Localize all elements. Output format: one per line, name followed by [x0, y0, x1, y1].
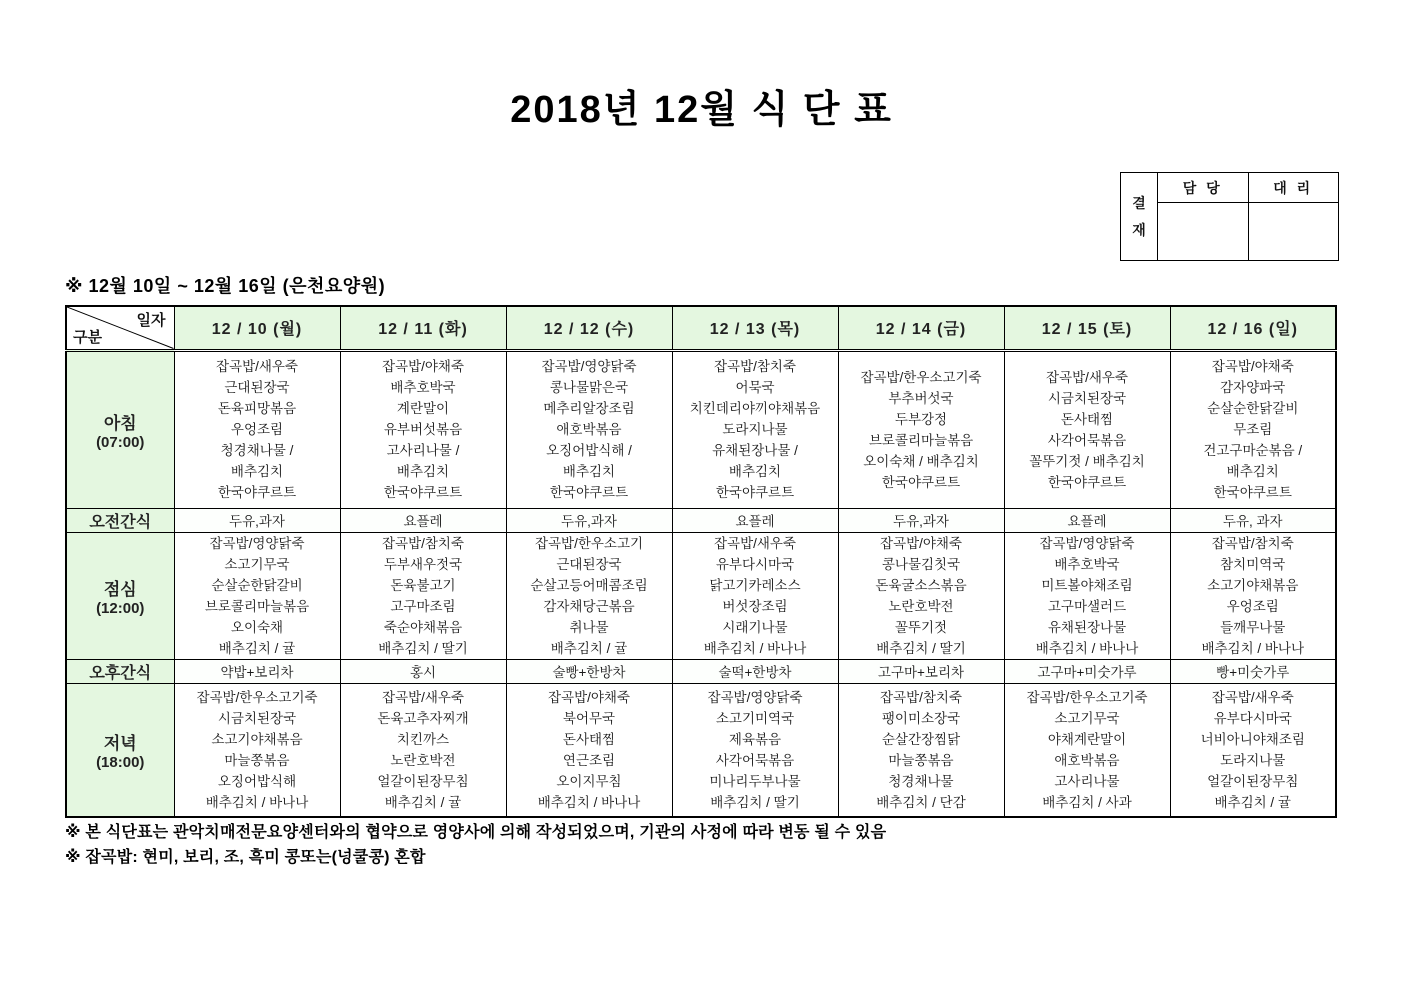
menu-item: 들깨무나물: [1220, 619, 1286, 635]
menu-item: 유부버섯볶음: [383, 422, 463, 437]
menu-item: 꼴뚜기젓 / 배추김치: [1029, 453, 1145, 469]
menu-item: 배추김치 / 귤: [1214, 794, 1291, 810]
menu-item: 애호박볶음: [1054, 752, 1120, 768]
menu-cell-dinner-day1: [174, 683, 340, 817]
row-label-text: 오후간식: [89, 664, 152, 682]
snack-cell-am-snack-day3: 두유,과자: [506, 508, 672, 532]
snack-cell-am-snack-day5: 두유,과자: [838, 508, 1004, 532]
menu-item: 돈육굴소스볶음: [875, 577, 967, 593]
menu-item: 잡곡밥/영양닭죽: [209, 535, 305, 551]
menu-item: 잡곡밥/참치죽: [382, 535, 464, 551]
menu-item: 치킨데리야끼야채볶음: [689, 401, 821, 416]
menu-item: 소고기야채볶음: [1207, 577, 1299, 593]
menu-item: 고구마조림: [390, 598, 456, 614]
snack-cell-am-snack-day4: 요플레: [672, 508, 838, 532]
menu-item: 고구마샐러드: [1047, 598, 1127, 614]
menu-item: 우엉조림: [230, 422, 284, 437]
snack-cell-pm-snack-day7: 빵+미숫가루: [1170, 659, 1336, 683]
menu-cell-dinner-day4: [672, 683, 838, 817]
menu-item: 청경채나물 /: [220, 443, 294, 458]
approval-label-cell: [1121, 173, 1158, 260]
menu-cell-lunch-day6: [1004, 532, 1170, 659]
menu-item: 야채계란말이: [1047, 731, 1127, 747]
menu-item: 노란호박전: [888, 598, 954, 614]
menu-item: 돈육불고기: [390, 577, 456, 593]
row-label-text: 아침: [103, 413, 137, 433]
menu-item: 잡곡밥/참치죽: [880, 689, 962, 705]
day-header-1: 12 / 10 (월): [174, 306, 340, 350]
row-label-text: 저녁: [103, 733, 137, 753]
page-title: 2018년 12월 식 단 표: [510, 89, 893, 131]
menu-item: 무조림: [1233, 422, 1273, 437]
snack-cell-am-snack-day2: 요플레: [340, 508, 506, 532]
menu-item: 마늘쫑볶음: [888, 752, 954, 768]
menu-item: 유채된장나물 /: [712, 443, 798, 458]
menu-item: 얼갈이된장무침: [377, 773, 469, 789]
menu-item: 소고기미역국: [715, 710, 795, 726]
day-header-4: 12 / 13 (목): [672, 306, 838, 350]
row-label-breakfast: [66, 350, 174, 508]
menu-item: 잡곡밥/참치죽: [714, 359, 796, 374]
day-header-2: 12 / 11 (화): [340, 306, 506, 350]
menu-item: 감자양파국: [1220, 380, 1286, 395]
menu-item: 배추김치 / 귤: [550, 640, 628, 656]
snack-cell-pm-snack-day3: 술빵+한방차: [506, 659, 672, 683]
menu-item: 시래기나물: [722, 619, 788, 635]
menu-cell-lunch-day3: [506, 532, 672, 659]
menu-item: 잡곡밥/새우죽: [216, 359, 298, 374]
menu-item: 취나물: [569, 619, 609, 635]
menu-item: 잡곡밥/새우죽: [1211, 689, 1294, 705]
menu-item: 배추김치 / 귤: [218, 640, 296, 656]
menu-item: 계란말이: [396, 401, 450, 416]
menu-item: 고사리나물: [1054, 773, 1120, 789]
menu-item: 애호박볶음: [556, 422, 622, 437]
approval-sign-cell-1: [1158, 203, 1249, 260]
menu-item: 우엉조림: [1226, 598, 1279, 614]
row-label-pm-snack: [66, 659, 174, 683]
snack-cell-am-snack-day1: 두유,과자: [174, 508, 340, 532]
menu-item: 잡곡밥/새우죽: [1046, 369, 1128, 385]
menu-item: 팽이미소장국: [881, 710, 961, 726]
menu-item: 배추김치 / 바나나: [703, 640, 807, 656]
menu-item: 소고기무국: [1054, 710, 1120, 726]
menu-cell-breakfast-day2: [340, 350, 506, 508]
menu-cell-dinner-day6: [1004, 683, 1170, 817]
menu-item: 오징어밥식해 /: [546, 443, 632, 458]
day-header-5: 12 / 14 (금): [838, 306, 1004, 350]
menu-item: 한국야쿠르트: [549, 485, 629, 500]
menu-item: 어묵국: [735, 380, 775, 395]
menu-item: 마늘쫑볶음: [224, 752, 290, 768]
menu-item: 한국야쿠르트: [1047, 474, 1127, 490]
snack-cell-pm-snack-day6: 고구마+미숫가루: [1004, 659, 1170, 683]
menu-cell-breakfast-day6: [1004, 350, 1170, 508]
menu-item: 잡곡밥/야채죽: [1211, 359, 1294, 374]
menu-item: 잡곡밥/야채죽: [382, 359, 464, 374]
menu-item: 브로콜리마늘볶음: [204, 598, 310, 614]
menu-cell-lunch-day2: [340, 532, 506, 659]
menu-item: 유부다시마국: [715, 556, 795, 572]
menu-item: 유부다시마국: [1213, 710, 1292, 726]
menu-cell-dinner-day2: [340, 683, 506, 817]
menu-item: 오이지무침: [556, 773, 622, 789]
table-header-row: [66, 306, 1336, 350]
menu-item: 배추김치: [230, 464, 284, 479]
menu-item: 잡곡밥/영양닭죽: [1039, 535, 1135, 551]
menu-cell-lunch-day5: [838, 532, 1004, 659]
menu-item: 너비아니야채조림: [1200, 731, 1305, 747]
menu-item: 잡곡밥/야채죽: [548, 689, 630, 705]
menu-item: 배추김치 / 딸기: [378, 640, 468, 656]
menu-item: 배추김치 / 단감: [876, 794, 966, 810]
approval-sign-cell-2: [1249, 203, 1339, 260]
menu-item: 청경채나물: [888, 773, 954, 789]
menu-item: 메추리알장조림: [543, 401, 635, 416]
menu-item: 순살순한닭갈비: [1207, 401, 1299, 416]
menu-item: 잡곡밥/참치죽: [1211, 535, 1294, 551]
menu-item: 얼갈이된장무침: [1207, 773, 1299, 789]
menu-item: 돈육고추자찌개: [377, 710, 469, 726]
row-label-am-snack: [66, 508, 174, 532]
footer-note-1: ※ 본 식단표는 관악치매전문요양센터와의 협약으로 영양사에 의해 작성되었으며, 기관의 사정에 따라 변동 될 수 있음: [65, 824, 887, 841]
menu-item: 배추김치: [1226, 464, 1279, 479]
row-label-time: (07:00): [96, 433, 145, 451]
menu-cell-dinner-day5: [838, 683, 1004, 817]
menu-item: 근대된장국: [224, 380, 290, 395]
approval-col-damdang: 담 당: [1158, 173, 1249, 202]
menu-item: 한국야쿠르트: [383, 485, 463, 500]
row-label-dinner: [66, 683, 174, 817]
corner-cell: [66, 306, 174, 350]
menu-item: 잡곡밥/영양닭죽: [541, 359, 637, 374]
menu-item: 배추김치 / 바나나: [537, 794, 641, 810]
menu-item: 콩나물맑은국: [549, 380, 629, 395]
row-lunch: [66, 532, 1336, 659]
menu-item: 유채된장나물: [1047, 619, 1127, 635]
menu-cell-breakfast-day3: [506, 350, 672, 508]
menu-item: 시금치된장국: [1047, 390, 1127, 406]
menu-item: 치킨까스: [396, 731, 450, 747]
row-dinner: [66, 683, 1336, 817]
menu-item: 잡곡밥/새우죽: [382, 689, 464, 705]
menu-item: 순살순한닭갈비: [211, 577, 303, 593]
corner-label-date: 일자: [136, 312, 166, 329]
menu-item: 북어무국: [562, 710, 616, 726]
menu-item: 근대된장국: [556, 556, 622, 572]
menu-item: 배추김치 / 바나나: [205, 794, 309, 810]
week-range-subtitle: ※ 12월 10일 ~ 12월 16일 (은천요양원): [65, 276, 386, 296]
menu-item: 순살간장찜닭: [881, 731, 961, 747]
menu-item: 배추김치 / 사과: [1042, 794, 1132, 810]
snack-cell-pm-snack-day5: 고구마+보리차: [838, 659, 1004, 683]
menu-item: 배추김치 / 바나나: [1201, 640, 1305, 656]
menu-item: 한국야쿠르트: [217, 485, 297, 500]
footer-notes: [65, 820, 1345, 870]
menu-item: 두부새우젓국: [383, 556, 463, 572]
menu-item: 사각어묵볶음: [715, 752, 795, 768]
menu-item: 고사리나물 /: [386, 443, 460, 458]
row-label-time: (18:00): [96, 753, 145, 771]
menu-item: 배추김치 / 딸기: [876, 640, 966, 656]
menu-item: 배추김치 / 딸기: [710, 794, 800, 810]
menu-item: 참치미역국: [1220, 556, 1286, 572]
menu-item: 꼴뚜기젓: [894, 619, 948, 635]
menu-item: 배추김치 / 귤: [384, 794, 462, 810]
menu-item: 잡곡밥/야채죽: [880, 535, 962, 551]
snack-cell-pm-snack-day2: 홍시: [340, 659, 506, 683]
menu-item: 오이숙채: [230, 619, 284, 635]
corner-label-category: 구분: [73, 328, 102, 346]
menu-item: 도라지나물: [1220, 752, 1286, 768]
snack-cell-am-snack-day6: 요플레: [1004, 508, 1170, 532]
menu-item: 잡곡밥/한우소고기죽: [196, 689, 318, 705]
menu-cell-dinner-day3: [506, 683, 672, 817]
day-header-6: 12 / 15 (토): [1004, 306, 1170, 350]
menu-item: 잡곡밥/한우소고기죽: [860, 369, 982, 385]
row-pm-snack: [66, 659, 1336, 683]
menu-item: 닭고기카레소스: [709, 577, 801, 593]
menu-item: 돈육피망볶음: [217, 401, 297, 416]
approval-label: 결재: [1132, 194, 1146, 238]
row-label-text: 오전간식: [89, 513, 152, 531]
row-label-text: 점심: [103, 579, 137, 599]
menu-item: 잡곡밥/새우죽: [714, 535, 796, 551]
row-am-snack: [66, 508, 1336, 532]
menu-item: 도라지나물: [722, 422, 788, 437]
menu-item: 돈사태찜: [562, 731, 616, 747]
menu-cell-breakfast-day1: [174, 350, 340, 508]
menu-cell-lunch-day4: [672, 532, 838, 659]
snack-cell-pm-snack-day4: 술떡+한방차: [672, 659, 838, 683]
menu-item: 한국야쿠르트: [1213, 485, 1292, 500]
menu-cell-lunch-day7: [1170, 532, 1336, 659]
menu-item: 한국야쿠르트: [881, 474, 961, 490]
menu-item: 배추김치: [562, 464, 616, 479]
row-breakfast: [66, 350, 1336, 508]
day-header-3: 12 / 12 (수): [506, 306, 672, 350]
menu-item: 미나리두부나물: [709, 773, 801, 789]
menu-item: 소고기야채볶음: [211, 731, 303, 747]
menu-item: 배추김치 / 바나나: [1035, 640, 1139, 656]
menu-cell-dinner-day7: [1170, 683, 1336, 817]
menu-item: 부추버섯국: [888, 390, 954, 406]
menu-item: 배추김치: [396, 464, 450, 479]
menu-item: 노란호박전: [390, 752, 456, 768]
menu-item: 잡곡밥/영양닭죽: [707, 689, 803, 705]
menu-item: 돈사태찜: [1060, 411, 1114, 427]
menu-item: 연근조림: [562, 752, 616, 768]
approval-box: [1120, 172, 1339, 261]
day-header-7: 12 / 16 (일): [1170, 306, 1336, 350]
menu-item: 순살고등어매콤조림: [530, 577, 648, 593]
snack-cell-am-snack-day7: 두유, 과자: [1170, 508, 1336, 532]
menu-item: 콩나물김칫국: [881, 556, 961, 572]
menu-item: 버섯장조림: [722, 598, 788, 614]
menu-item: 오이숙채 / 배추김치: [863, 453, 979, 469]
menu-cell-breakfast-day4: [672, 350, 838, 508]
approval-col-daeri: 대 리: [1273, 179, 1314, 196]
menu-item: 배추호박국: [390, 380, 456, 395]
menu-item: 제육볶음: [728, 731, 782, 747]
menu-item: 잡곡밥/한우소고기죽: [1026, 689, 1148, 705]
row-label-lunch: [66, 532, 174, 659]
menu-item: 오징어밥식해: [217, 773, 297, 789]
menu-item: 소고기무국: [224, 556, 290, 572]
menu-cell-lunch-day1: [174, 532, 340, 659]
menu-table: [65, 305, 1337, 818]
menu-item: 사각어묵볶음: [1047, 432, 1127, 448]
menu-item: 브로콜리마늘볶음: [868, 432, 974, 448]
footer-note-2: ※ 잡곡밥: 현미, 보리, 조, 흑미 콩또는(넝쿨콩) 혼합: [65, 849, 426, 866]
menu-item: 죽순야채볶음: [383, 619, 463, 635]
menu-item: 한국야쿠르트: [715, 485, 795, 500]
menu-item: 감자채당근볶음: [543, 598, 635, 614]
menu-item: 두부강정: [894, 411, 948, 427]
menu-cell-breakfast-day5: [838, 350, 1004, 508]
menu-item: 시금치된장국: [217, 710, 297, 726]
snack-cell-pm-snack-day1: 약밥+보리차: [174, 659, 340, 683]
menu-item: 건고구마순볶음 /: [1203, 443, 1303, 458]
row-label-time: (12:00): [96, 599, 145, 617]
menu-item: 미트볼야채조림: [1041, 577, 1133, 593]
menu-item: 배추호박국: [1054, 556, 1120, 572]
menu-item: 잡곡밥/한우소고기: [534, 535, 644, 551]
menu-item: 배추김치: [728, 464, 782, 479]
menu-cell-breakfast-day7: [1170, 350, 1336, 508]
